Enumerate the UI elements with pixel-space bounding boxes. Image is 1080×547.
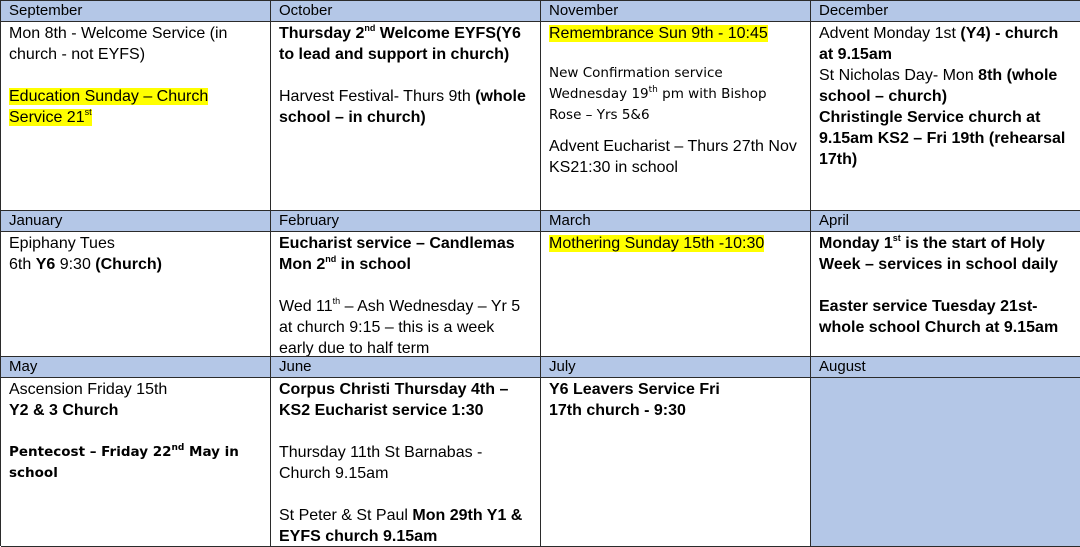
february-sup-1: nd (325, 253, 337, 264)
june-line-1: Corpus Christi Thursday 4th – (279, 381, 509, 398)
february-line-4: at church 9:15 – this is a week (279, 319, 495, 336)
month-header-december: December (811, 1, 1080, 22)
cell-july (541, 378, 811, 547)
october-line-4: school – in church) (279, 109, 426, 126)
month-header-june: June (271, 357, 541, 378)
march-mothering-sunday: Mothering Sunday 15th -10:30 (549, 235, 765, 252)
cell-may (1, 378, 271, 547)
cell-january (1, 232, 271, 357)
november-sup: th (648, 84, 658, 95)
december-line-3b: 8th (whole (978, 67, 1058, 84)
month-header-september: September (1, 1, 271, 22)
december-line-1a: Advent Monday 1st (819, 25, 961, 42)
february-line-5: early due to half term (279, 340, 430, 357)
september-line-1: Mon 8th - Welcome Service (in (9, 25, 228, 42)
month-header-february: February (271, 211, 541, 232)
month-header-november: November (541, 1, 811, 22)
october-sup: nd (364, 22, 376, 33)
december-line-1b: (Y4) (960, 25, 991, 42)
november-line-3a: Wednesday 19 (549, 86, 649, 102)
april-line-2: Week – services in school daily (819, 256, 1058, 273)
cell-february (271, 232, 541, 357)
month-header-october: October (271, 1, 541, 22)
october-line-2: to lead and support in church) (279, 46, 510, 63)
december-line-7: 17th) (819, 151, 858, 168)
june-line-5b: Mon 29th Y1 & (412, 507, 523, 524)
month-header-april: April (811, 211, 1080, 232)
january-line-1: Epiphany Tues (9, 235, 115, 252)
october-line-1a: Thursday 2 (279, 25, 365, 42)
april-line-1b: is the start of Holy (900, 235, 1045, 252)
may-sup: nd (171, 442, 185, 453)
may-line-3b: May in (184, 444, 239, 460)
january-line-2a: 6th (9, 256, 36, 273)
month-header-july: July (541, 357, 811, 378)
cell-april (811, 232, 1080, 357)
february-line-2b: in school (336, 256, 411, 273)
december-line-3a: St Nicholas Day- Mon (819, 67, 979, 84)
cell-august (811, 378, 1080, 547)
cell-september (1, 22, 271, 211)
may-line-4: school (9, 465, 58, 481)
january-line-2c: 9:30 (55, 256, 96, 273)
december-line-5: Christingle Service church at (819, 109, 1041, 126)
april-sup: st (892, 232, 901, 243)
november-remembrance: Remembrance Sun 9th - 10:45 (549, 25, 768, 42)
february-line-3a: Wed 11 (279, 298, 333, 315)
february-line-1: Eucharist service – Candlemas (279, 235, 515, 252)
february-line-3b: – Ash Wednesday – Yr 5 (340, 298, 521, 315)
september-line-2: church - not EYFS) (9, 46, 146, 63)
october-harvest: Harvest Festival- Thurs 9th (279, 88, 476, 105)
september-education-sunday: Education Sunday – Church (9, 88, 209, 105)
october-line-1b: Welcome EYFS(Y6 (375, 25, 521, 42)
april-line-4: whole school Church at 9.15am (819, 319, 1059, 336)
cell-november (541, 22, 811, 211)
cell-december (811, 22, 1080, 211)
month-header-august: August (811, 357, 1080, 378)
april-line-1a: Monday 1 (819, 235, 893, 252)
january-line-2d: (Church) (95, 256, 162, 273)
month-header-january: January (1, 211, 271, 232)
september-sup: st (84, 106, 92, 117)
november-line-4: Rose – Yrs 5&6 (549, 107, 650, 123)
may-line-2: Y2 & 3 Church (9, 402, 119, 419)
december-line-6: 9.15am KS2 – Fri 19th (rehearsal (819, 130, 1066, 147)
december-line-4: school – church) (819, 88, 948, 105)
june-line-4: Church 9.15am (279, 465, 389, 482)
december-line-2: at 9.15am (819, 46, 892, 63)
december-line-1c: - church (990, 25, 1059, 42)
june-line-6: EYFS church 9.15am (279, 528, 438, 545)
november-line-3b: pm with Bishop (657, 86, 767, 102)
june-line-2: KS2 Eucharist service 1:30 (279, 402, 484, 419)
november-advent: Advent Eucharist – Thurs 27th Nov (549, 138, 797, 155)
february-line-2a: Mon 2 (279, 256, 326, 273)
month-header-may: May (1, 357, 271, 378)
january-line-2b: Y6 (35, 256, 56, 273)
september-service-date: Service 21 (9, 109, 85, 126)
october-harvest-bold: (whole (475, 88, 526, 105)
cell-march (541, 232, 811, 357)
month-header-march: March (541, 211, 811, 232)
july-line-1: Y6 Leavers Service Fri (549, 381, 720, 398)
cell-october (271, 22, 541, 211)
november-line-6: KS21:30 in school (549, 159, 678, 176)
june-line-3: Thursday 11th St Barnabas - (279, 444, 483, 461)
may-line-3a: Pentecost – Friday 22 (9, 444, 172, 460)
february-sup-2: th (332, 295, 341, 306)
november-line-2: New Confirmation service (549, 65, 723, 81)
june-line-5a: St Peter & St Paul (279, 507, 413, 524)
may-line-1: Ascension Friday 15th (9, 381, 168, 398)
cell-june (271, 378, 541, 547)
july-line-2: 17th church - 9:30 (549, 402, 686, 419)
april-line-3: Easter service Tuesday 21st- (819, 298, 1038, 315)
